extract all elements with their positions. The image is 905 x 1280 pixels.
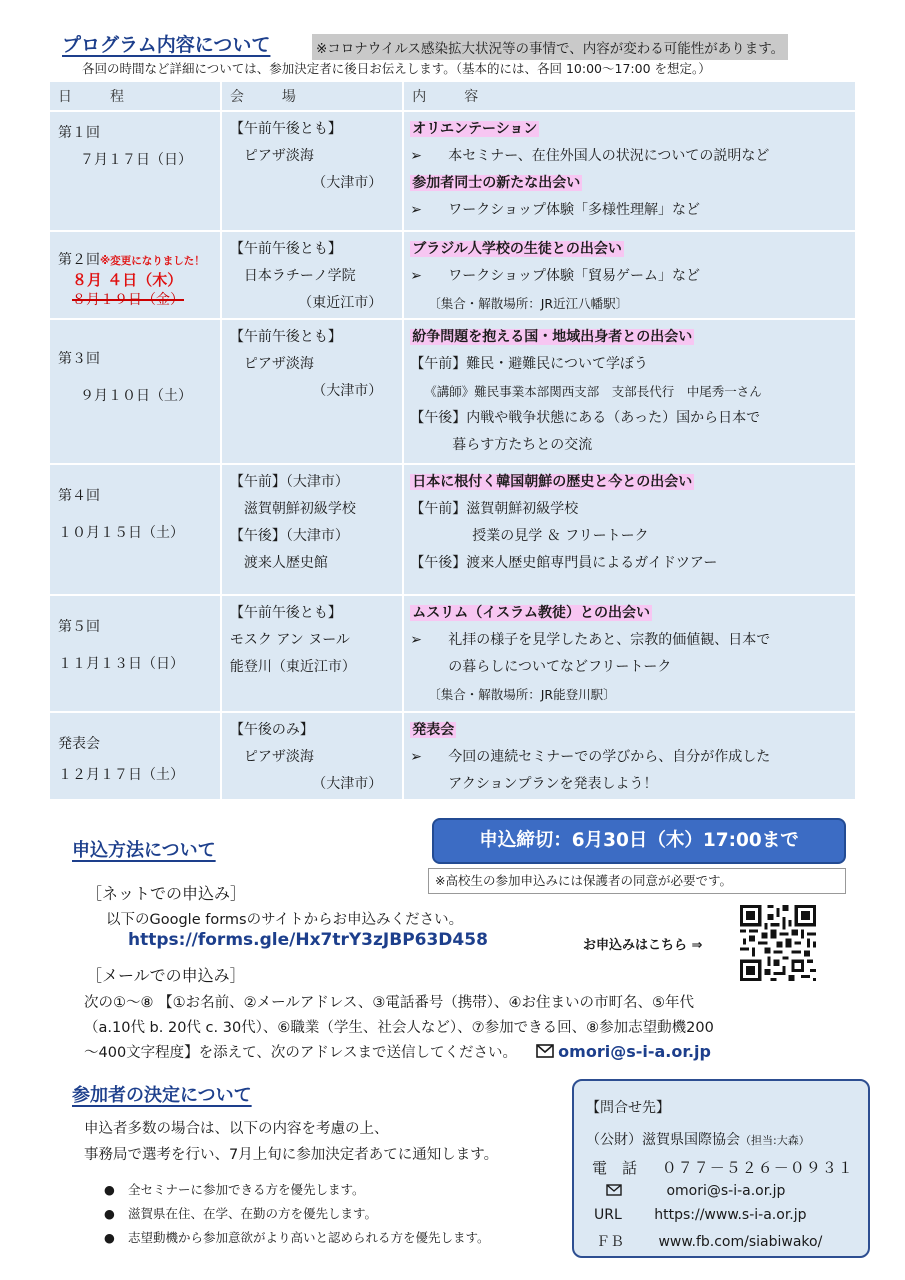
content-line: 本セミナー、在住外国人の状況についての説明など bbox=[448, 148, 770, 164]
mail-apply-line: （a.10代 b. 20代 c. 30代）、⑥職業（学生、社会人など）、⑦参加できる回、⑧参加志望動機200 bbox=[84, 1020, 714, 1036]
session-date: １１月１３日（日） bbox=[58, 656, 184, 672]
content-title: オリエンテーション bbox=[412, 121, 538, 137]
list-item bbox=[104, 1204, 377, 1222]
mail-apply-line: 次の①～⑧ 【①お名前、②メールアドレス、③電話番号（携帯）、④お住まいの市町名、⑤年代 bbox=[84, 995, 695, 1011]
tel-label: 電 話 bbox=[592, 1159, 638, 1177]
qr-label: お申込みはこちら ⇒ bbox=[583, 938, 703, 953]
content-pm-cont: 暮らす方たちとの交流 bbox=[452, 437, 593, 453]
table-row bbox=[49, 712, 856, 800]
venue-name-2: 能登川（東近江市） bbox=[229, 659, 356, 675]
session-number: 第１回 bbox=[58, 125, 100, 141]
session-number: 第３回 bbox=[58, 351, 100, 367]
contact-tel: ０７７－５２６－０９３１ bbox=[661, 1159, 854, 1177]
venue-name: ピアザ淡海 bbox=[243, 356, 314, 372]
content-line: 礼拝の様子を見学したあと、宗教的価値観、日本で bbox=[448, 632, 771, 648]
content-pm: 【午後】渡来人歴史館専門員によるガイドツアー bbox=[410, 555, 718, 571]
contact-person: （担当:大森） bbox=[740, 1134, 810, 1147]
arrow-bullet-icon: ➢ bbox=[410, 268, 422, 284]
net-apply-text: 以下のGoogle formsのサイトからお申込みください。 bbox=[106, 912, 464, 928]
qr-code-icon[interactable] bbox=[740, 905, 816, 981]
venue-city: （大津市） bbox=[312, 383, 383, 399]
content-pm: 【午後】内戦や戦争状態にある（あった）国から日本で bbox=[410, 410, 761, 426]
decide-text: 申込者多数の場合は、以下の内容を考慮の上、 bbox=[84, 1121, 389, 1137]
content-title: 紛争問題を抱える国・地域出身者との出会い bbox=[412, 329, 693, 345]
fb-label: ＦＢ bbox=[596, 1234, 624, 1250]
contact-url[interactable]: https://www.s-i-a.or.jp bbox=[654, 1207, 807, 1223]
session-number: 第２回 bbox=[58, 252, 100, 268]
content-line-cont: アクションプランを発表しよう！ bbox=[448, 776, 658, 792]
table-row bbox=[49, 319, 856, 464]
session-date: １０月１５日（土） bbox=[58, 525, 184, 541]
content-title: 発表会 bbox=[412, 722, 455, 738]
program-heading: プログラム内容について bbox=[62, 34, 271, 56]
content-line: 今回の連続セミナーでの学びから、自分が作成した bbox=[448, 749, 771, 765]
bullet-icon: ● bbox=[104, 1206, 115, 1221]
content-title: 日本に根付く韓国朝鮮の歴史と今との出会い bbox=[412, 474, 693, 490]
changed-notice: ※変更になりました！ bbox=[100, 255, 205, 267]
table-header-row bbox=[49, 81, 856, 111]
venue-city: （大津市） bbox=[312, 175, 383, 191]
bullet-text: 滋賀県在住、在学、在勤の方を優先します。 bbox=[128, 1206, 378, 1221]
header-venue: 会 場 bbox=[221, 81, 403, 111]
url-label: URL bbox=[594, 1207, 622, 1223]
contact-title: 【問合せ先】 bbox=[586, 1100, 670, 1116]
session-number: 第４回 bbox=[58, 488, 100, 504]
table-row bbox=[49, 464, 856, 595]
time-notice: 各回の時間など詳細については、参加決定者に後日お伝えします。（基本的には、各回 10:00～17:00 を想定。） bbox=[82, 61, 711, 76]
session-number: 発表会 bbox=[58, 736, 100, 752]
content-subtitle: 参加者同士の新たな出会い bbox=[412, 175, 581, 191]
content-title: ブラジル人学校の生徒との出会い bbox=[412, 241, 622, 257]
venue-name: ピアザ淡海 bbox=[243, 148, 314, 164]
envelope-icon bbox=[606, 1183, 626, 1199]
venue-city: （東近江市） bbox=[298, 295, 383, 311]
table-row bbox=[49, 595, 856, 712]
content-lecturer: 《講師》難民事業本部関西支部 支部長代行 中尾秀一さん bbox=[424, 384, 762, 399]
venue-pm-name: 渡来人歴史館 bbox=[243, 555, 328, 571]
venue-am-name: 滋賀朝鮮初級学校 bbox=[243, 501, 356, 517]
bullet-icon: ● bbox=[104, 1182, 115, 1197]
bullet-text: 志望動機から参加意欲がより高いと認められる方を優先します。 bbox=[128, 1230, 490, 1245]
apply-email-link[interactable]: omori@s-i-a.or.jp bbox=[558, 1042, 711, 1061]
content-am: 【午前】難民・避難民について学ぼう bbox=[410, 356, 648, 372]
venue-note: 【午前午後とも】 bbox=[229, 329, 342, 345]
guardian-notice: ※高校生の参加申込みには保護者の同意が必要です。 bbox=[428, 868, 846, 894]
contact-email[interactable]: omori@s-i-a.or.jp bbox=[666, 1183, 786, 1199]
header-schedule: 日 程 bbox=[49, 81, 221, 111]
deadline-banner: 申込締切：6月30日（木）17:00まで bbox=[432, 818, 846, 864]
net-apply-title: ［ネットでの申込み］ bbox=[86, 884, 247, 903]
program-table bbox=[48, 80, 857, 801]
arrow-bullet-icon: ➢ bbox=[410, 202, 422, 218]
list-item bbox=[104, 1180, 365, 1198]
meeting-place: 〔集合・解散場所：JR近江八幡駅〕 bbox=[428, 296, 629, 311]
table-row bbox=[49, 111, 856, 231]
venue-name: 日本ラチーノ学院 bbox=[243, 268, 356, 284]
content-line: ワークショップ体験「多様性理解」など bbox=[448, 202, 700, 218]
bullet-icon: ● bbox=[104, 1230, 115, 1245]
old-date: ８月１９日（金） bbox=[72, 292, 184, 308]
envelope-icon bbox=[536, 1045, 559, 1061]
mail-apply-title: ［メールでの申込み］ bbox=[86, 966, 246, 985]
venue-city: （大津市） bbox=[312, 776, 383, 792]
session-date: ９月１０日（土） bbox=[80, 388, 192, 404]
decide-text: 事務局で選考を行い、7月上旬に参加決定者あてに通知します。 bbox=[84, 1147, 499, 1163]
venue-name: ピアザ淡海 bbox=[243, 749, 314, 765]
meeting-place: 〔集合・解散場所：JR能登川駅〕 bbox=[428, 687, 616, 702]
content-am-cont: 授業の見学 ＆ フリートーク bbox=[472, 528, 649, 544]
venue-name: モスク アン ヌール bbox=[229, 632, 350, 648]
arrow-bullet-icon: ➢ bbox=[410, 632, 422, 648]
venue-note: 【午前午後とも】 bbox=[229, 121, 342, 137]
venue-pm-note: 【午後】（大津市） bbox=[229, 528, 349, 544]
session-date: １２月１７日（土） bbox=[58, 767, 184, 783]
contact-box bbox=[572, 1079, 870, 1258]
table-row bbox=[49, 231, 856, 319]
contact-org: （公財）滋賀県国際協会 bbox=[586, 1132, 740, 1148]
bullet-text: 全セミナーに参加できる方を優先します。 bbox=[128, 1182, 365, 1197]
venue-note: 【午前午後とも】 bbox=[229, 241, 342, 257]
venue-note: 【午後のみ】 bbox=[229, 722, 314, 738]
decide-heading: 参加者の決定について bbox=[72, 1085, 252, 1106]
header-content: 内 容 bbox=[403, 81, 856, 111]
venue-note: 【午前午後とも】 bbox=[229, 605, 342, 621]
arrow-bullet-icon: ➢ bbox=[410, 749, 422, 765]
contact-fb[interactable]: www.fb.com/siabiwako/ bbox=[658, 1234, 823, 1250]
content-title: ムスリム（イスラム教徒）との出会い bbox=[412, 605, 650, 621]
forms-link[interactable]: https://forms.gle/Hx7trY3zJBP63D458 bbox=[128, 930, 488, 950]
mail-apply-line: ～400文字程度】を添えて、次のアドレスまで送信してください。 bbox=[84, 1045, 517, 1061]
content-line: ワークショップ体験「貿易ゲーム」など bbox=[448, 268, 700, 284]
apply-heading: 申込方法について bbox=[72, 840, 216, 861]
content-line-cont: の暮らしについてなどフリートーク bbox=[448, 659, 672, 675]
arrow-bullet-icon: ➢ bbox=[410, 148, 422, 164]
list-item bbox=[104, 1228, 490, 1246]
content-am: 【午前】滋賀朝鮮初級学校 bbox=[410, 501, 579, 517]
session-number: 第５回 bbox=[58, 619, 100, 635]
covid-notice: ※コロナウイルス感染拡大状況等の事情で、内容が変わる可能性があります。 bbox=[312, 34, 788, 60]
new-date: ８月 ４日（木） bbox=[72, 271, 183, 289]
venue-am-note: 【午前】（大津市） bbox=[229, 474, 349, 490]
session-date: ７月１７日（日） bbox=[80, 152, 192, 168]
